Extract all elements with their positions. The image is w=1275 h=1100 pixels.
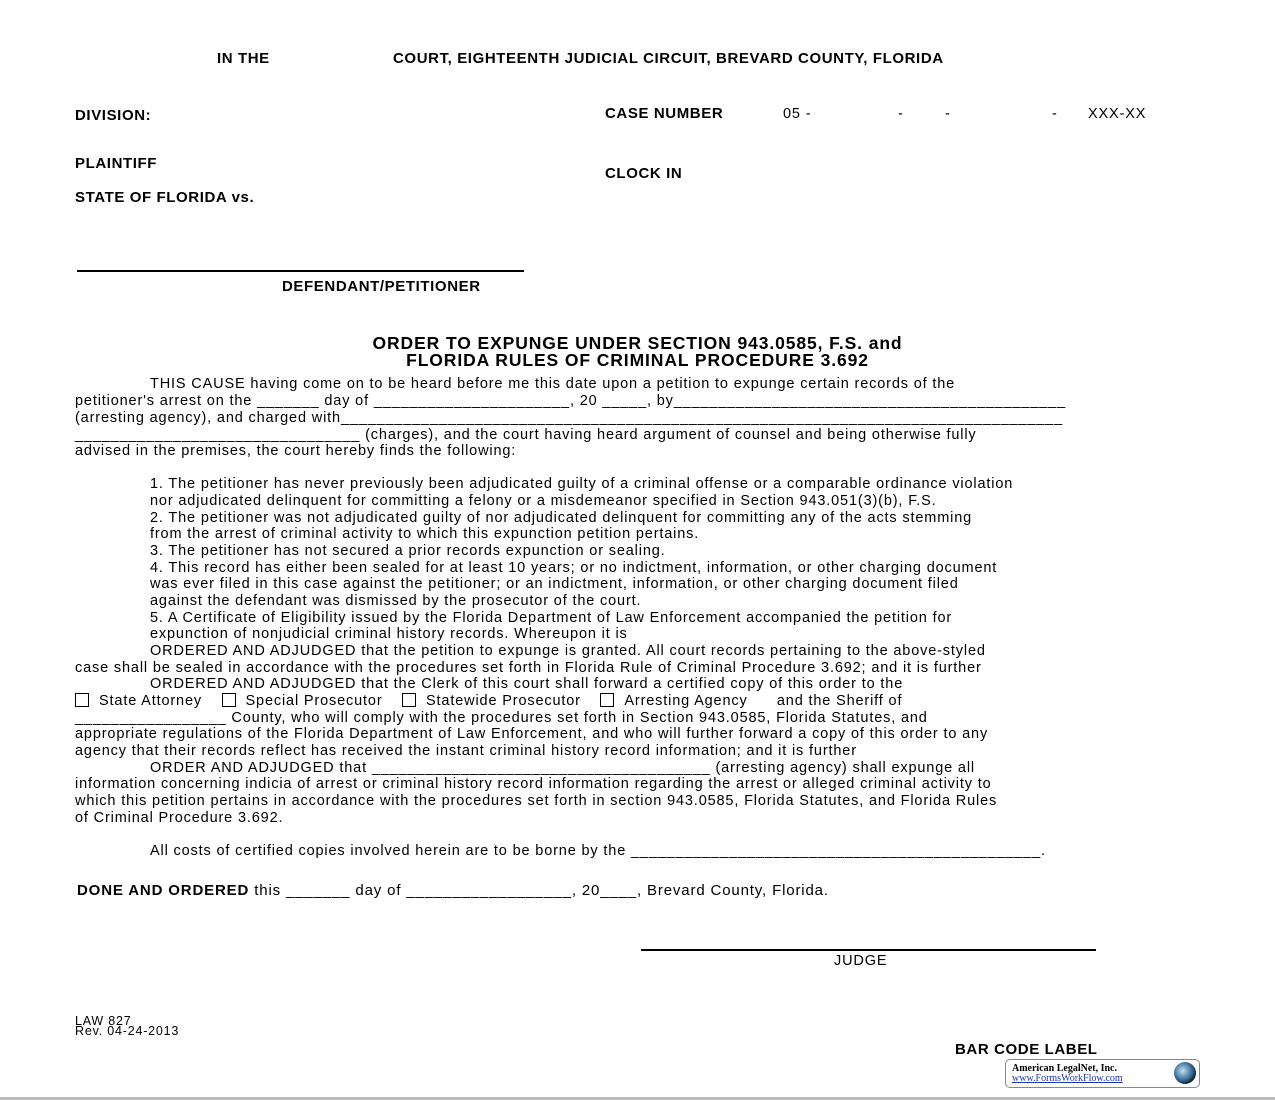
body-line: _________________ County, who will comply with the procedures set forth in Section 943.0585, Florida Statutes, and xyxy=(75,710,928,726)
court-name: COURT, EIGHTEENTH JUDICIAL CIRCUIT, BREVARD COUNTY, FLORIDA xyxy=(393,50,944,67)
body-line: ORDERED AND ADJUDGED that the Clerk of this court shall forward a certified copy of this order to the xyxy=(150,676,904,692)
division-label: DIVISION: xyxy=(75,107,152,124)
body-line: petitioner's arrest on the _______ day of ______________________, 20 _____, by____________________________________________ xyxy=(75,393,1066,409)
checkbox-label: Arresting Agency xyxy=(624,693,748,709)
checkbox-label: Special Prosecutor xyxy=(245,693,383,709)
body-line: All costs of certified copies involved herein are to be borne by the ______________________________________________. xyxy=(150,843,1046,859)
checkbox-special-prosecutor[interactable] xyxy=(222,693,236,707)
body-line: nor adjudicated delinquent for committing a felony or a misdemeanor specified in Section 943.051(3)(b), F.S. xyxy=(150,493,937,509)
body-line: 1. The petitioner has never previously been adjudicated guilty of a criminal offense or a comparable ordinance violation xyxy=(150,476,1014,492)
judge-label: JUDGE xyxy=(834,953,888,969)
case-number-part: - xyxy=(945,106,951,122)
body-line: was ever filed in this case against the petitioner; or an indictment, information, or other charging document filed xyxy=(150,576,959,592)
globe-icon xyxy=(1174,1062,1196,1084)
body-line: which this petition pertains in accordance with the procedures set forth in section 943.0585, Florida Statutes, and Florida Rules xyxy=(75,793,998,809)
state-vs-label: STATE OF FLORIDA vs. xyxy=(75,189,255,206)
body-line: 3. The petitioner has not secured a prior records expunction or sealing. xyxy=(150,543,666,559)
form-number: LAW 827 xyxy=(75,1014,132,1028)
body-line: case shall be sealed in accordance with the procedures set forth in Florida Rule of Criminal Procedure 3.692; and it is further xyxy=(75,660,982,676)
defendant-label: DEFENDANT/PETITIONER xyxy=(282,278,481,295)
american-legalnet-logo[interactable] xyxy=(1005,1059,1200,1088)
logo-name: American LegalNet, Inc. xyxy=(1012,1063,1117,1074)
body-line: THIS CAUSE having come on to be heard before me this date upon a petition to expunge certain records of the xyxy=(150,376,956,392)
checkbox-statewide-prosecutor[interactable] xyxy=(402,693,416,707)
bar-code-label: BAR CODE LABEL xyxy=(955,1041,1098,1058)
done-and-ordered-line xyxy=(77,882,829,899)
order-title-line2: FLORIDA RULES OF CRIMINAL PROCEDURE 3.692 xyxy=(406,350,869,370)
body-line: ORDER AND ADJUDGED that ______________________________________ (arresting agency) shall expunge all xyxy=(150,760,975,776)
case-number-part: - xyxy=(898,106,904,122)
body-line: 2. The petitioner was not adjudicated guilty of nor adjudicated delinquent for committing any of the acts stemming xyxy=(150,510,973,526)
judge-signature-line xyxy=(641,949,1096,951)
body-line: information concerning indicia of arrest or criminal history record information regarding the arrest or alleged criminal activity to xyxy=(75,776,992,792)
logo-url-link[interactable]: www.FormsWorkFlow.com xyxy=(1012,1073,1123,1084)
body-line: appropriate regulations of the Florida Department of Law Enforcement, and who will further forward a copy of this order to any xyxy=(75,726,989,742)
body-line: from the arrest of criminal activity to which this expunction petition pertains. xyxy=(150,526,700,542)
checkbox-label: Statewide Prosecutor xyxy=(426,693,581,709)
sheriff-text: and the Sheriff of xyxy=(776,693,903,709)
checkbox-state-attorney[interactable] xyxy=(75,693,89,707)
in-the-label: IN THE xyxy=(217,50,270,67)
plaintiff-label: PLAINTIFF xyxy=(75,155,158,172)
body-line: advised in the premises, the court hereby finds the following: xyxy=(75,443,517,459)
body-line: ________________________________ (charges), and the court having heard argument of counsel and being otherwise fully xyxy=(75,427,977,443)
done-and-ordered-text: this _______ day of __________________, 20____, Brevard County, Florida. xyxy=(249,882,829,899)
defendant-signature-line xyxy=(77,270,524,272)
body-line: 4. This record has either been sealed for at least 10 years; or no indictment, information, or other charging document xyxy=(150,560,998,576)
body-line: 5. A Certificate of Eligibility issued by the Florida Department of Law Enforcement accompanied the petition for xyxy=(150,610,953,626)
checkbox-arresting-agency[interactable] xyxy=(600,693,614,707)
case-number-label: CASE NUMBER xyxy=(605,105,724,122)
order-title-line1: ORDER TO EXPUNGE UNDER SECTION 943.0585, F.S. and xyxy=(372,333,903,353)
body-line: of Criminal Procedure 3.692. xyxy=(75,810,284,826)
body-line: expunction of nonjudicial criminal history records. Whereupon it is xyxy=(150,626,628,642)
body-line: (arresting agency), and charged with_________________________________________________________________________________ xyxy=(75,410,1063,426)
form-revision: Rev. 04-24-2013 xyxy=(75,1024,180,1038)
case-number-part: 05 - xyxy=(783,106,812,122)
done-and-ordered-label: DONE AND ORDERED xyxy=(77,882,250,899)
checkbox-label: State Attorney xyxy=(99,693,202,709)
body-line: agency that their records reflect has received the instant criminal history record information; and it is further xyxy=(75,743,857,759)
recipient-checkboxes xyxy=(75,693,902,710)
body-line: against the defendant was dismissed by the prosecutor of the court. xyxy=(150,593,642,609)
clock-in-label: CLOCK IN xyxy=(605,165,683,182)
body-line: ORDERED AND ADJUDGED that the petition to expunge is granted. All court records pertaining to the above-styled xyxy=(150,643,986,659)
case-number-part: - xyxy=(1052,106,1058,122)
case-number-part: XXX-XX xyxy=(1088,106,1147,122)
